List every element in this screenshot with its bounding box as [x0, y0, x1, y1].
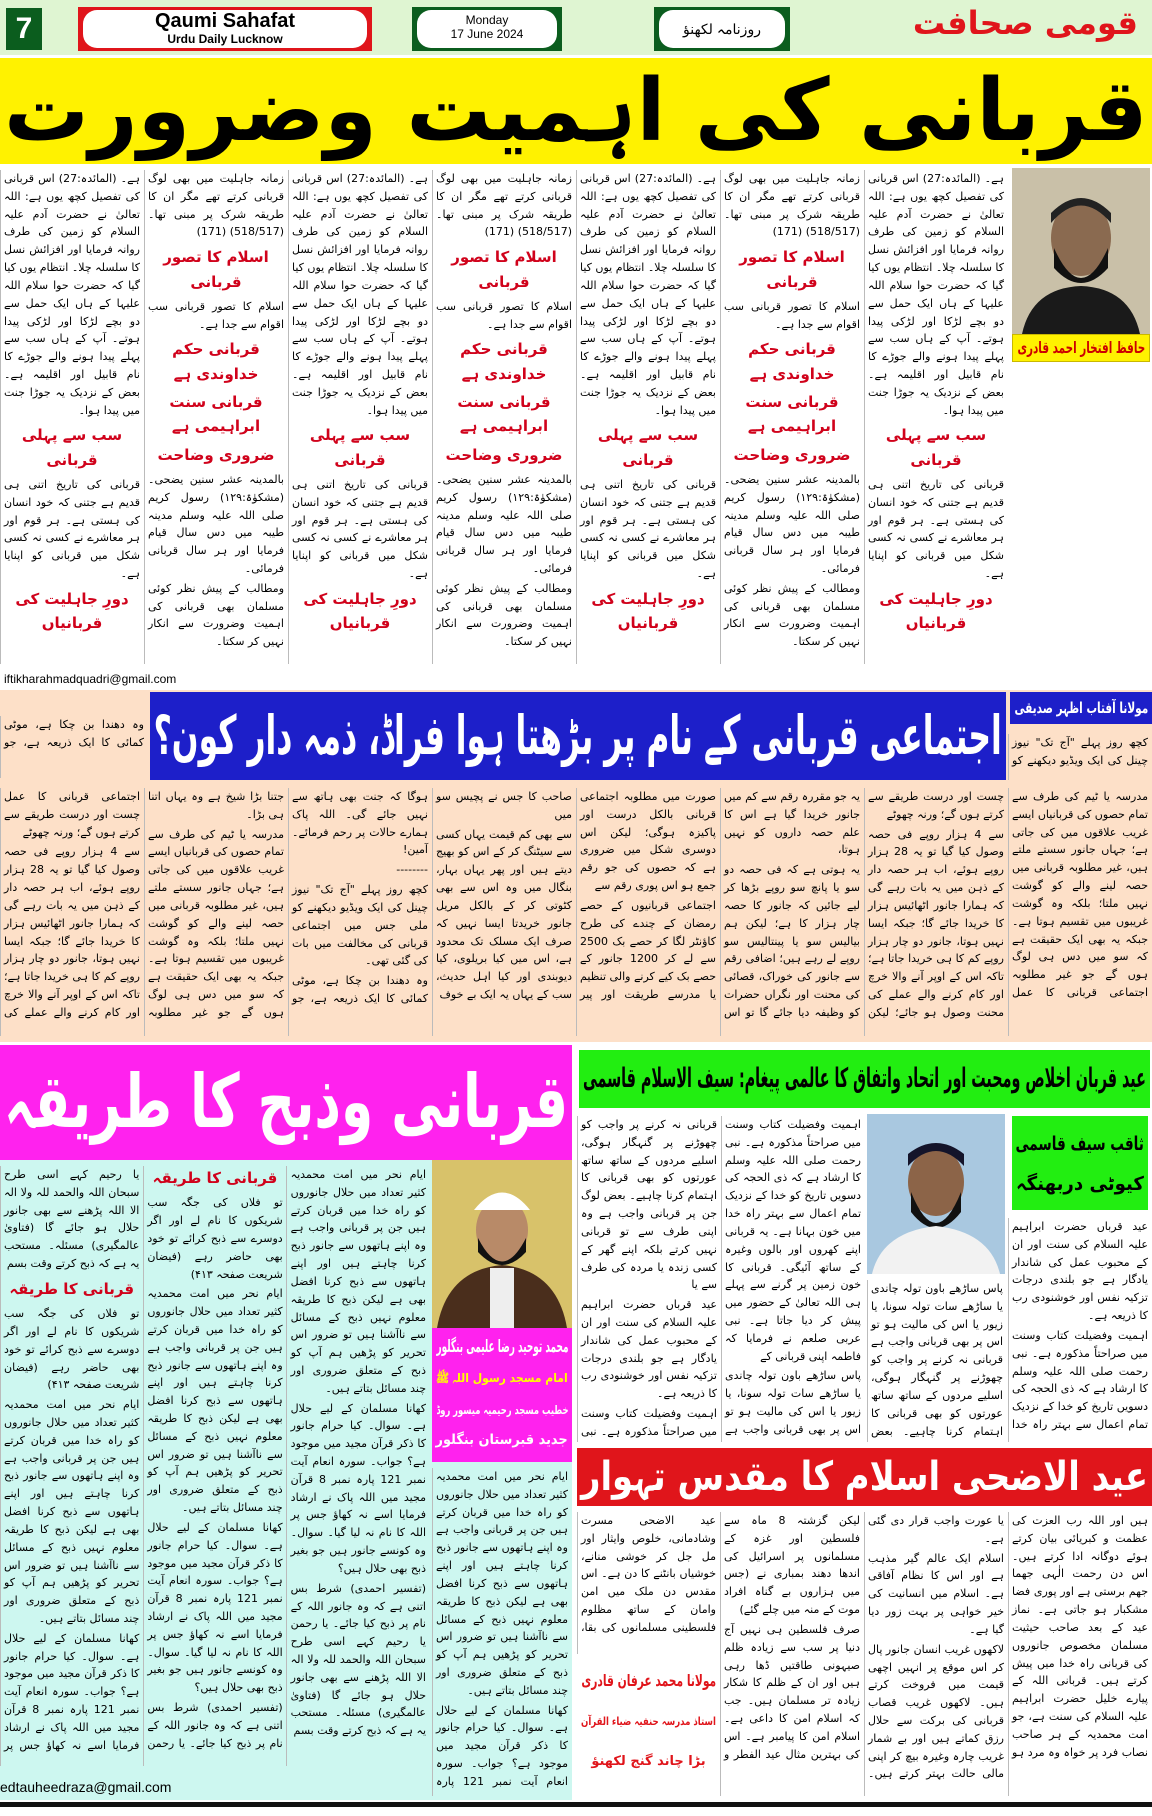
fit-text: کیوٹی دربھنگہ [1016, 1173, 1144, 1195]
article-paragraph: قربانی کی تاریخ اتنی ہی قدیم ہے جتنی کہ خود انسان کی ہستی ہے۔ ہر قوم اور ہر معاشرے نے کسی نہ کسی شکل میں قربانی کو اپنایا ہے۔ [4, 477, 140, 581]
article-subheading: قربانی سنت ابراہیمی ہے [169, 393, 263, 436]
person-portrait-icon [867, 1114, 1005, 1274]
article4-author-box [1010, 1114, 1150, 1212]
article-paragraph: ہوگا کہ جنت بھی ہاتھ سے نہیں جائے گی۔ اللہ پاک ہمارے حالات پر رحم فرمائے۔ آمین! [292, 790, 428, 857]
fit-text: حافظ افتخار احمد قادری [1017, 338, 1145, 357]
fit-text: عید الاضحی اسلام کا مقدس تہوار [581, 1454, 1148, 1500]
article-paragraph: ایام نحر میں امت محمدیہ کثیر تعداد میں حلال جانوروں کو راہ خدا میں قربان کرتے ہیں جن پر قربانی واجب ہے وہ اپنے ہاتھوں سے جانور ذبح کرنا چاہتے ہیں اور اپنے ہاتھوں سے ذبح کرنا افضل بھی ہے لیکن ذبح کا طریقہ معلوم نہیں ذبح کے مسائل سے ناآشنا ہیں تو ضرور اس تحریر کو پڑھیں ہم آپ کو ذبح کے متعلق ضروری اور چند مسائل بتاتے ہیں۔ [4, 1398, 140, 1625]
article-paragraph: بالمدینہ عشر سنین یضحی۔ (مشکوٰۃ:۱۲۹) رسول کریم صلی اللہ علیہ وسلم مدینہ طیبہ میں دس سال قیام فرمایا اور ہر سال قربانی فرمائی۔ [724, 472, 860, 576]
article-paragraph: کھانا مسلمان کے لیے حلال ہے۔ سوال۔ کیا حرام جانور کا ذکر قرآن مجید میں موجود ہے؟ جواب۔ سورہ انعام آیت نمبر 121 پارہ نمبر 8 قرآن مجید میں اللہ پاک نے ارشاد فرمایا اسے نہ کھاؤ جس پر اللہ کا نام نہ لیا گیا۔ سوال۔ وہ کونسے جانور ہیں جو بغیر ذبح بھی حلال ہیں؟ [147, 1520, 283, 1695]
author-title [432, 1362, 572, 1395]
article-paragraph: تو فلاں کی جگہ سب شریکوں کا نام لے اور اگر دوسرے سے ذبح کرائے تو خود بھی حاضر رہے (فیضان شریعت صفحہ ۴۱۳) [4, 1307, 140, 1392]
article-subheading: اسلام کا تصور قربانی [163, 248, 269, 291]
article-paragraph: ایام نحر میں امت محمدیہ کثیر تعداد میں حلال جانوروں کو راہ خدا میں قربان کرتے ہیں جن پر قربانی واجب ہے وہ اپنے ہاتھوں سے جانور ذبح کرنا چاہتے ہیں اور اپنے ہاتھوں سے ذبح کرنا افضل بھی ہے لیکن ذبح کا طریقہ معلوم نہیں ذبح کے مسائل سے ناآشنا ہیں تو ضرور اس تحریر کو پڑھیں ہم آپ کو ذبح کے متعلق ضروری اور چند مسائل بتاتے ہیں۔ [147, 1287, 283, 1515]
article-subheading: قربانی کا طریقہ [152, 1169, 278, 1187]
article-paragraph: پاس ساڑھے باون تولہ چاندی یا ساڑھے سات تولہ سونا، یا زیور یا اس کی مالیت ہو تو اس پر بھی قربانی واجب ہے قربانی نہ کرنے پر واجب کو چھوڑنے پر گنہگار ہوگی، اسلیے مردوں کے ساتھ ساتھ عورتوں کو بھی قربانی کا اہتمام کرنا چاہیے۔ بعض لوگ جن پر قربانی واجب ہے وہ اپنی طرف سے تو قربانی نہیں کرتے بلکہ اپنے گھر کے کسی زندہ یا مردہ کی طرف سے یا [581, 1118, 861, 1436]
article5-body-end [577, 1508, 720, 1658]
fit-text: عید قربان اخلاص ومحبت اور اتحاد واتفاق کا عالمی پیغام: سیف الاسلام قاسمی [583, 1063, 1146, 1094]
author-title [432, 1425, 572, 1455]
article2-author [1010, 692, 1152, 724]
masthead [0, 0, 1152, 55]
article5-author [577, 1660, 720, 1782]
article-paragraph: عید قرباں حضرت ابراہیم علیہ السلام کی سنت اور ان کے محبوب عمل کی شاندار یادگار ہے جو بلندی درجات تزکیہ نفس اور خوشنودی رب کا ذریعہ ہے۔ [581, 1298, 717, 1401]
date: 17 June 2024 [450, 27, 524, 41]
fit-text: استاذ مدرسہ حنفیہ ضیاء القرآن [581, 1715, 716, 1728]
article-paragraph: مدرسہ یا ٹیم کی طرف سے تمام حصوں کی قربانیاں ایسے غریب علاقوں میں کی جاتی ہے؛ جہاں جانور سستے ملتے ہیں، غیر مطلوبہ قربانی میں حصہ لینے والے کو گوشت نہیں ملتا؛ بلکہ وہ گوشت غریبوں میں تقسیم ہوتا ہے۔ جبکہ یہ بھی ایک حقیقت ہے کہ سو میں دس ہی لوگ ہوں گے جو غیر مطلوبہ اجتماعی قربانی کا عمل چست اور درست طریقے سے کرتے ہوں گے؛ ورنہ چھوٹے [4, 790, 284, 1019]
article-paragraph: ومطالب کے پیش نظر کوئی مسلمان بھی قربانی کی اہمیت وضرورت سے انکار نہیں کر سکتا۔ [436, 581, 572, 649]
article-paragraph: زمانہ جاہلیت میں بھی لوگ قربانی کرتے تھے مگر ان کا طریقہ شرک پر مبنی تھا۔ (518/517) (171) [724, 172, 860, 239]
article-paragraph: (تفسیر احمدی) شرط بس اتنی ہے کہ وہ جانور اللہ کے نام پر ذبح کیا جائے۔ یا رحمن یا رحیم کہے اسی طرح سبحان اللہ والحمد للہ ولا الہ الا اللہ پڑھنے سے بھی جانور حلال ہو جائے گا (فتاویٰ عالمگیری) مسئلہ۔ مستحب یہ ہے کہ ذبح کرتے وقت بسم [4, 1168, 283, 1750]
article-paragraph: سے بھی کم قیمت یہاں کسی سے سیٹنگ کر کے اس کو بھیج دیتے ہیں اور پھر یہاں بہار، بنگال میں وہ اس سے بھی کٹوتی کر کے بالکل مریل جانور خریدتا ایسا نہیں کہ صرف ایک مسلک تک محدود ہے، اس میں کیا بریلوی، کیا دیوبندی اور کیا اہل حدیث، سب کے یہاں یہ ایک بے خوف [436, 827, 572, 1001]
article-subheading: اسلام کا تصور قربانی [451, 248, 557, 291]
article2-body [0, 784, 1152, 1040]
fit-text: قربانی کی اہمیت وضرورت [4, 61, 1148, 161]
fit-text: خطیب مسجد رحیمیہ میسور روڈ [435, 1403, 568, 1417]
article-subheading: دورِ جاہلیت کی قربانیاں [303, 589, 417, 633]
author-photo [1012, 168, 1150, 334]
article-subheading: قربانی سنت ابراہیمی ہے [745, 393, 839, 436]
article4-intro [1008, 1214, 1152, 1446]
article-paragraph: تو فلاں کی جگہ سب شریکوں کا نام لے اور اگر دوسرے سے ذبح کرائے تو خود بھی حاضر رہے (فیضان شریعت صفحہ ۴۱۳) [147, 1196, 283, 1281]
article-subheading: دورِ جاہلیت کی قربانیاں [879, 589, 993, 633]
article-paragraph: قربانی کی تاریخ اتنی ہی قدیم ہے جتنی کہ خود انسان کی ہستی ہے۔ ہر قوم اور ہر معاشرے نے کسی نہ کسی شکل میں قربانی کو اپنایا ہے۔ [580, 477, 716, 581]
author-name [432, 1332, 572, 1362]
day: Monday [465, 13, 509, 27]
article2-headline [150, 692, 1006, 780]
person-portrait-icon [432, 1160, 572, 1328]
article-paragraph: ہیں اور اللہ رب العزت کی عظمت و کبریائی بیان کرتے ہوئے دوگانہ ادا کرتے ہیں۔ اس دن رحمت الٰہی جھما جھم برستی ہے اور پوری فضا مشکبار ہو جاتی ہے۔ نماز عید کے بعد صاحب حیثیت مسلمان مخصوص جانوروں کی قربانی راہ خدا میں پیش کرتے ہیں۔ قربانی اللہ کے پیارے خلیل حضرت ابراہیم علیہ السلام کی سنت ہے، جو امت محمدیہ کے ہر صاحب نصاب فرد پر خواہ وہ مرد ہو یا عورت واجب قرار دی گئی ہے۔ [868, 1514, 1148, 1759]
author-email: edtauheedraza@gmail.com [0, 1779, 172, 1795]
article-subheading: سب سے پہلی قربانی [885, 426, 987, 469]
main-headline [0, 58, 1152, 164]
author-name [577, 1660, 720, 1702]
article-paragraph: ایام نحر میں امت محمدیہ کثیر تعداد میں حلال جانوروں کو راہ خدا میں قربان کرتے ہیں جن پر قربانی واجب ہے وہ اپنے ہاتھوں سے جانور ذبح کرنا چاہتے ہیں اور اپنے ہاتھوں سے ذبح کرنا افضل بھی ہے لیکن ذبح کا طریقہ معلوم نہیں ذبح کے مسائل سے ناآشنا ہیں تو ضرور اس تحریر کو پڑھیں ہم آپ کو ذبح کے متعلق ضروری اور چند مسائل بتاتے ہیں۔ [436, 1470, 568, 1697]
article-subheading: سب سے پہلی قربانی [309, 426, 411, 469]
article-paragraph: اسلام کا تصور قربانی سب اقوام سے جدا ہے۔ [436, 299, 572, 331]
article2-intro [1008, 730, 1152, 784]
fit-text: مولانا آفتاب اظہر صدیقی [1014, 699, 1148, 717]
article-paragraph: عید قرباں حضرت ابراہیم علیہ السلام کی سنت اور ان کے محبوب عمل کی شاندار یادگار ہے جو بلندی درجات تزکیہ نفس اور خوشنودی رب کا ذریعہ ہے۔ [1012, 1220, 1148, 1323]
article-paragraph: اسلام کا تصور قربانی سب اقوام سے جدا ہے۔ [724, 299, 860, 331]
article-paragraph: صرف فلسطین ہی نہیں آج دنیا پر سب سے زیادہ ظلم صیہونی طاقتیں ڈھا رہی ہیں اور ان کے ظلم کا شکار زیادہ تر مسلمان ہیں۔ جب کہ اسلام امن کا داعی ہے۔ اسلام امن کا پیامبر ہے۔ اس کی بہترین مثال عید الفطر و [724, 1622, 860, 1761]
article3-side-body [432, 1464, 572, 1800]
logo-urdu: قومی صحافت [912, 4, 1138, 42]
article3-headline [0, 1045, 572, 1160]
article-paragraph: اجتماعی قربانیوں کے حصے رمضان کے چندے کی طرح کاؤنٹر لگا کر حصے بک 2500 سے لے کر 1200 جانور کے حصے بک کیے کرنے والی تنظیم یا مدرسے طریقت اور پیر صاحب کا جس نے پچیس سو میں [436, 790, 716, 1001]
article-paragraph: زمانہ جاہلیت میں بھی لوگ قربانی کرتے تھے مگر ان کا طریقہ شرک پر مبنی تھا۔ (518/517) (171) [148, 172, 284, 239]
article3-author-caption [432, 1328, 572, 1462]
article-paragraph: اسلام ایک عالم گیر مذہب ہے اور اس کا نظام آفاقی ہے۔ اسلام میں انسانیت کی خیر خواہی پر بہت زور دیا گیا ہے۔ [868, 1551, 1004, 1636]
article-paragraph: کچھ روز پہلے "آج تک" نیوز چینل کی ایک ویڈیو دیکھنے کو ملی جس میں اجتماعی قربانی کی مخالفت میں بات کی گئی تھی۔ [292, 883, 428, 968]
article-subheading: قربانی کا طریقہ [9, 1279, 135, 1298]
paper-name-box [78, 7, 372, 51]
author-photo-3 [867, 1114, 1005, 1274]
article-paragraph: سے 4 ہزار روپے فی حصہ وصول کیا گیا تو یہ 28 ہزار روپے ہوئے، اب ہر حصہ دار کے ذہن میں یہ بات رہے گی کہ ہمارا جانور اٹھائیس ہزار کا خریدا جائے گا؛ جبکہ ایسا نہیں ہوتا، جانور دو چار ہزار روپے کم کا ہی خریدا جاتا ہے؛ تاکہ اس کے اوپر آنے والا خرچ اور کام کرنے والے عملے کی محنت وصول ہو جائے؛ لیکن یہ جو مقررہ رقم سے کم میں جانور خریدا گیا ہے اس کا علم حصہ داروں کو نہیں ہوتا، [724, 790, 1004, 1019]
fit-text: امام مسجد رسول اللہ ﷺ [436, 1371, 568, 1385]
article-subheading: سب سے پہلی قربانی [597, 426, 699, 469]
article-subheading: قربانی حکم خداوندی ہے [460, 340, 548, 383]
article-paragraph: (تفسیر احمدی) شرط بس اتنی ہے کہ وہ جانور اللہ کے نام پر ذبح کیا جائے۔ یا رحمن یا رحیم کہے اسی طرح سبحان اللہ والحمد للہ ولا الہ الا اللہ پڑھنے سے بھی جانور حلال ہو جائے گا (فتاویٰ عالمگیری) مسئلہ۔ مستحب یہ ہے کہ ذبح کرتے وقت بسم [290, 1581, 426, 1738]
paper-subtitle: Urdu Daily Lucknow [167, 32, 283, 46]
article-subheading: قربانی حکم خداوندی ہے [172, 340, 260, 383]
article-paragraph: ایام نحر میں امت محمدیہ کثیر تعداد میں حلال جانوروں کو راہ خدا میں قربان کرتے ہیں جن پر قربانی واجب ہے وہ اپنے ہاتھوں سے جانور ذبح کرنا چاہتے ہیں اور اپنے ہاتھوں سے ذبح کرنا افضل بھی ہے لیکن ذبح کا طریقہ معلوم نہیں ذبح کے مسائل سے ناآشنا ہیں تو ضرور اس تحریر کو پڑھیں ہم آپ کو ذبح کے متعلق ضروری اور چند مسائل بتاتے ہیں۔ [290, 1168, 426, 1395]
article-paragraph: ہے۔ (المائدہ:27) اس قربانی کی تفصیل کچھ یوں ہے: اللہ تعالیٰ نے حضرت آدم علیہ السلام کو زمین کی طرف روانہ فرمایا اور افزائش نسل کا سلسلہ چلا۔ انتظام یوں کیا گیا کہ حضرت حوا سلام اللہ علیہا کے ہاں ایک حمل سے دو بچے لڑکا اور لڑکی پیدا ہوتے۔ آپ کے ہاں سب سے پہلے پیدا ہونے والے جوڑے کا نام قابیل اور اقلیمہ ہے۔ بعض کے نزدیک یہ جوڑا جنت میں پیدا ہوا۔ [4, 172, 140, 417]
author-title [432, 1395, 572, 1425]
article4-body [577, 1112, 865, 1446]
article-paragraph: زمانہ جاہلیت میں بھی لوگ قربانی کرتے تھے مگر ان کا طریقہ شرک پر مبنی تھا۔ (518/517) (171) [436, 172, 572, 239]
article-paragraph: وہ دھندا بن چکا ہے، موٹی کمائی کا ایک ذریعہ ہے، جو جتنا بڑا شیخ ہے وہ یہاں اتنا ہی بڑا۔ [148, 790, 428, 1005]
article-subheading: سب سے پہلی قربانی [21, 426, 123, 469]
article-paragraph: سے 4 ہزار روپے فی حصہ وصول کیا گیا تو یہ 28 ہزار روپے ہوئے، اب ہر حصہ دار کے ذہن میں یہ بات رہے گی کہ ہمارا جانور اٹھائیس ہزار کا خریدا جائے گا؛ جبکہ ایسا نہیں ہوتا، جانور دو چار ہزار روپے کم کا ہی خریدا جاتا ہے؛ تاکہ اس کے اوپر آنے والا خرچ اور کام کرنے والے عملے کی [4, 845, 140, 1019]
article4-headline [577, 1048, 1152, 1110]
article-paragraph: اسلام کا تصور قربانی سب اقوام سے جدا ہے۔ [148, 299, 284, 331]
article-paragraph: مدرسہ یا ٹیم کی طرف سے تمام حصوں کی قربانیاں ایسے غریب علاقوں میں کی جاتی ہے؛ جہاں جانور سستے ملتے ہیں، غیر مطلوبہ قربانی میں حصہ لینے والے کو گوشت نہیں ملتا؛ بلکہ وہ گوشت غریبوں میں تقسیم ہوتا ہے۔ جبکہ یہ بھی ایک حقیقت ہے کہ سو میں دس ہی لوگ ہوں گے جو غیر مطلوبہ اجتماعی قربانی کا عمل چست اور درست طریقے سے کرتے ہوں گے؛ ورنہ چھوٹے [868, 790, 1148, 999]
article-paragraph: ومطالب کے پیش نظر کوئی مسلمان بھی قربانی کی اہمیت وضرورت سے انکار نہیں کر سکتا۔ [148, 581, 284, 649]
paper-name: Qaumi Sahafat [154, 10, 296, 32]
article-paragraph: کھانا مسلمان کے لیے حلال ہے۔ سوال۔ کیا حرام جانور کا ذکر قرآن مجید میں موجود ہے؟ جواب۔ سورہ انعام آیت نمبر 121 پارہ نمبر 8 قرآن مجید میں اللہ پاک نے ارشاد فرمایا اسے نہ کھاؤ جس پر اللہ کا نام نہ لیا گیا۔ سوال۔ وہ کونسے جانور ہیں جو بغیر ذبح بھی حلال ہیں؟ [290, 1401, 426, 1575]
article-subheading: اسلام کا تصور قربانی [739, 248, 845, 291]
urdu-masthead-box [654, 7, 790, 51]
article4-body-cont [867, 1276, 1007, 1446]
article-paragraph: قربانی کی تاریخ اتنی ہی قدیم ہے جتنی کہ خود انسان کی ہستی ہے۔ ہر قوم اور ہر معاشرے نے کسی نہ کسی شکل میں قربانی کو اپنایا ہے۔ [292, 477, 428, 581]
article-paragraph: کھانا مسلمان کے لیے حلال ہے۔ سوال۔ کیا حرام جانور کا ذکر قرآن مجید میں موجود ہے؟ جواب۔ سورہ انعام آیت نمبر 121 پارہ [436, 1703, 568, 1788]
author-place [1012, 1164, 1148, 1204]
fit-text: مولانا محمد عرفان قادری [581, 1671, 716, 1690]
article-paragraph: وہ دھندا بن چکا ہے، موٹی کمائی کا ایک ذریعہ ہے، جو [4, 718, 144, 749]
article-paragraph: -------- [396, 863, 428, 877]
article-subheading: دورِ جاہلیت کی قربانیاں [15, 589, 129, 633]
article1-body [0, 166, 1008, 668]
article3-body [0, 1162, 430, 1770]
article-subheading: ضروری وضاحت [157, 445, 275, 464]
fit-text: بڑا چاند گنج لکھنؤ [591, 1754, 706, 1769]
urdu-masthead: روزنامہ لکھنؤ [659, 10, 785, 48]
article2-side-body [0, 712, 148, 782]
fit-text: ثاقب سیف قاسمی [1015, 1133, 1145, 1155]
author-photo-2 [432, 1160, 572, 1328]
article5-headline [577, 1448, 1152, 1506]
author-title [577, 1702, 720, 1742]
fit-text: قربانی وذبح کا طریقہ [3, 1059, 569, 1145]
article-paragraph: اہمیت وفضیلت کتاب وسنت میں صراحتاً مذکورہ ہے۔ نبی رحمت صلی اللہ علیہ وسلم کا ارشاد ہے کہ ذی الحجہ کی دسویں تاریخ کو خدا کے نزدیک تمام اعمال سے بہتر راہ خدا میں خون بہانا ہے۔ یہ قربانی اپنے کھروں اور بالوں وغیرہ کے ساتھ آئیگی۔ قربانی کا خون زمین پر گرنے سے پہلے ہی اللہ تعالیٰ کے حضور میں پیش کر دیا جاتا ہے۔ نبی عربی صلعم نے فرمایا کہ فاطمہ اپنی قربانی کے [725, 1118, 861, 1363]
article-paragraph: ہے۔ (المائدہ:27) اس قربانی کی تفصیل کچھ یوں ہے: اللہ تعالیٰ نے حضرت آدم علیہ السلام کو زمین کی طرف روانہ فرمایا اور افزائش نسل کا سلسلہ چلا۔ انتظام یوں کیا گیا کہ حضرت حوا سلام اللہ علیہا کے ہاں ایک حمل سے دو بچے لڑکا اور لڑکی پیدا ہوتے۔ آپ کے ہاں سب سے پہلے پیدا ہونے والے جوڑے کا نام قابیل اور اقلیمہ ہے۔ بعض کے نزدیک یہ جوڑا جنت میں پیدا ہوا۔ [868, 172, 1004, 417]
article-paragraph: قربانی کی تاریخ اتنی ہی قدیم ہے جتنی کہ خود انسان کی ہستی ہے۔ ہر قوم اور ہر معاشرے نے کسی نہ کسی شکل میں قربانی کو اپنایا ہے۔ [868, 477, 1004, 581]
article-paragraph: ہے۔ (المائدہ:27) اس قربانی کی تفصیل کچھ یوں ہے: اللہ تعالیٰ نے حضرت آدم علیہ السلام کو زمین کی طرف روانہ فرمایا اور افزائش نسل کا سلسلہ چلا۔ انتظام یوں کیا گیا کہ حضرت حوا سلام اللہ علیہا کے ہاں ایک حمل سے دو بچے لڑکا اور لڑکی پیدا ہوتے۔ آپ کے ہاں سب سے پہلے پیدا ہونے والے جوڑے کا نام قابیل اور اقلیمہ ہے۔ بعض کے نزدیک یہ جوڑا جنت میں پیدا ہوا۔ [580, 172, 716, 417]
article-paragraph: ہے۔ (المائدہ:27) اس قربانی کی تفصیل کچھ یوں ہے: اللہ تعالیٰ نے حضرت آدم علیہ السلام کو زمین کی طرف روانہ فرمایا اور افزائش نسل کا سلسلہ چلا۔ انتظام یوں کیا گیا کہ حضرت حوا سلام اللہ علیہا کے ہاں ایک حمل سے دو بچے لڑکا اور لڑکی پیدا ہوتے۔ آپ کے ہاں سب سے پہلے پیدا ہونے والے جوڑے کا نام قابیل اور اقلیمہ ہے۔ بعض کے نزدیک یہ جوڑا جنت میں پیدا ہوا۔ [292, 172, 428, 417]
article-paragraph: کچھ روز پہلے "آج تک" نیوز چینل کی ایک ویڈیو دیکھنے کو [1012, 736, 1148, 767]
author-place [577, 1742, 720, 1782]
article5-body [720, 1508, 1152, 1800]
article-paragraph: یہ ہوتی ہے کہ فی حصہ دو سو یا پانچ سو روپے بڑھا کر لیے جائیں کہ جانور کا حصہ چار ہزار کا ہے؛ لیکن ہم بیالیس سو یا پینتالیس سو روپے لے رہے ہیں؛ اضافی رقم سے جانور کی خوراک، قصائی کی محنت اور نگراں حضرات کو وظیفہ دیا جائے گا تو اس صورت میں مطلوبہ اجتماعی قربانی بالکل درست اور پاکیزہ ہوگی؛ لیکن اس دوسری شکل میں ضروری ہے کہ حصوں کی جو رقم جمع ہو اس پوری رقم سے [580, 790, 860, 1019]
article-paragraph: عید الاضحی مسرت وشادمانی، خلوص وایثار اور مل جل کر خوشی منانے، خوشیاں بانٹنے کا دن ہے۔ اس مقدس دن ملک میں امن وامان کے ساتھ مظلوم فلسطینی مسلمانوں کی بقا، [581, 1514, 716, 1634]
page-number: 7 [6, 8, 42, 50]
article-subheading: قربانی حکم خداوندی ہے [748, 340, 836, 383]
article-paragraph: بالمدینہ عشر سنین یضحی۔ (مشکوٰۃ:۱۲۹) رسول کریم صلی اللہ علیہ وسلم مدینہ طیبہ میں دس سال قیام فرمایا اور ہر سال قربانی فرمائی۔ [436, 472, 572, 576]
author-name [1012, 334, 1150, 362]
author-name [1012, 1124, 1148, 1164]
article-subheading: دورِ جاہلیت کی قربانیاں [591, 589, 705, 633]
person-portrait-icon [1012, 168, 1150, 334]
article-paragraph: لاکھوں غریب انسان جانور پال کر اس موقع پر انہیں اچھی قیمت میں فروخت کرتے ہیں۔ لاکھوں غریب قصاب قربانی کی برکت سے حلال رزق کماتے ہیں اور بے شمار غریب چارہ وغیرہ بیچ کر اپنی مالی حالت بہتر کرتے ہیں۔ لیکن گزشتہ 8 ماہ سے فلسطین اور غزہ کے مسلمانوں پر اسرائیل کی اندھا دھند بمباری نے (جس میں ہزاروں بے گناہ افراد موت کے منہ میں چلے گئے) [724, 1514, 1004, 1781]
article-subheading: ضروری وضاحت [445, 445, 563, 464]
fit-text: جدید قبرستان بنگلور [435, 1432, 569, 1448]
article-subheading: ضروری وضاحت [733, 445, 851, 464]
article-paragraph: اہمیت وفضیلت کتاب وسنت میں صراحتاً مذکورہ ہے۔ نبی رحمت صلی اللہ علیہ وسلم کا ارشاد ہے کہ ذی الحجہ کی دسویں تاریخ کو خدا کے نزدیک تمام اعمال سے بہتر راہ خدا [1012, 1328, 1148, 1431]
article-paragraph: اہمیت وفضیلت کتاب وسنت میں صراحتاً مذکورہ ہے۔ نبی [581, 1407, 717, 1438]
footer-rule [0, 1802, 1152, 1807]
author-email: iftikharahmadquadri@gmail.com [4, 672, 177, 686]
fit-text: محمد توحید رضا علیمی بنگلور [435, 1337, 569, 1357]
article-paragraph: ومطالب کے پیش نظر کوئی مسلمان بھی قربانی کی اہمیت وضرورت سے انکار نہیں کر سکتا۔ [724, 581, 860, 649]
article-paragraph: کھانا مسلمان کے لیے حلال ہے۔ سوال۔ کیا حرام جانور کا ذکر قرآن مجید میں موجود ہے؟ جواب۔ سورہ انعام آیت نمبر 121 پارہ نمبر 8 قرآن مجید میں اللہ پاک نے ارشاد فرمایا اسے نہ کھاؤ جس پر [4, 1631, 140, 1752]
fit-text: اجتماعی قربانی کے نام پر بڑھتا ہوا فراڈ، ذمہ دار کون؟ [153, 704, 1003, 767]
date-box [412, 7, 562, 51]
article-paragraph: بالمدینہ عشر سنین یضحی۔ (مشکوٰۃ:۱۲۹) رسول کریم صلی اللہ علیہ وسلم مدینہ طیبہ میں دس سال قیام فرمایا اور ہر سال قربانی فرمائی۔ [148, 472, 284, 576]
article-paragraph: پاس ساڑھے باون تولہ چاندی یا ساڑھے سات تولہ سونا، یا زیور یا اس کی مالیت ہو تو اس پر بھی قربانی واجب ہے قربانی نہ کرنے پر واجب کو چھوڑنے پر گنہگار ہوگی، اسلیے مردوں کے ساتھ ساتھ عورتوں کو بھی قربانی کا اہتمام کرنا چاہیے۔ بعض [871, 1282, 1003, 1438]
article-subheading: قربانی سنت ابراہیمی ہے [457, 393, 551, 436]
